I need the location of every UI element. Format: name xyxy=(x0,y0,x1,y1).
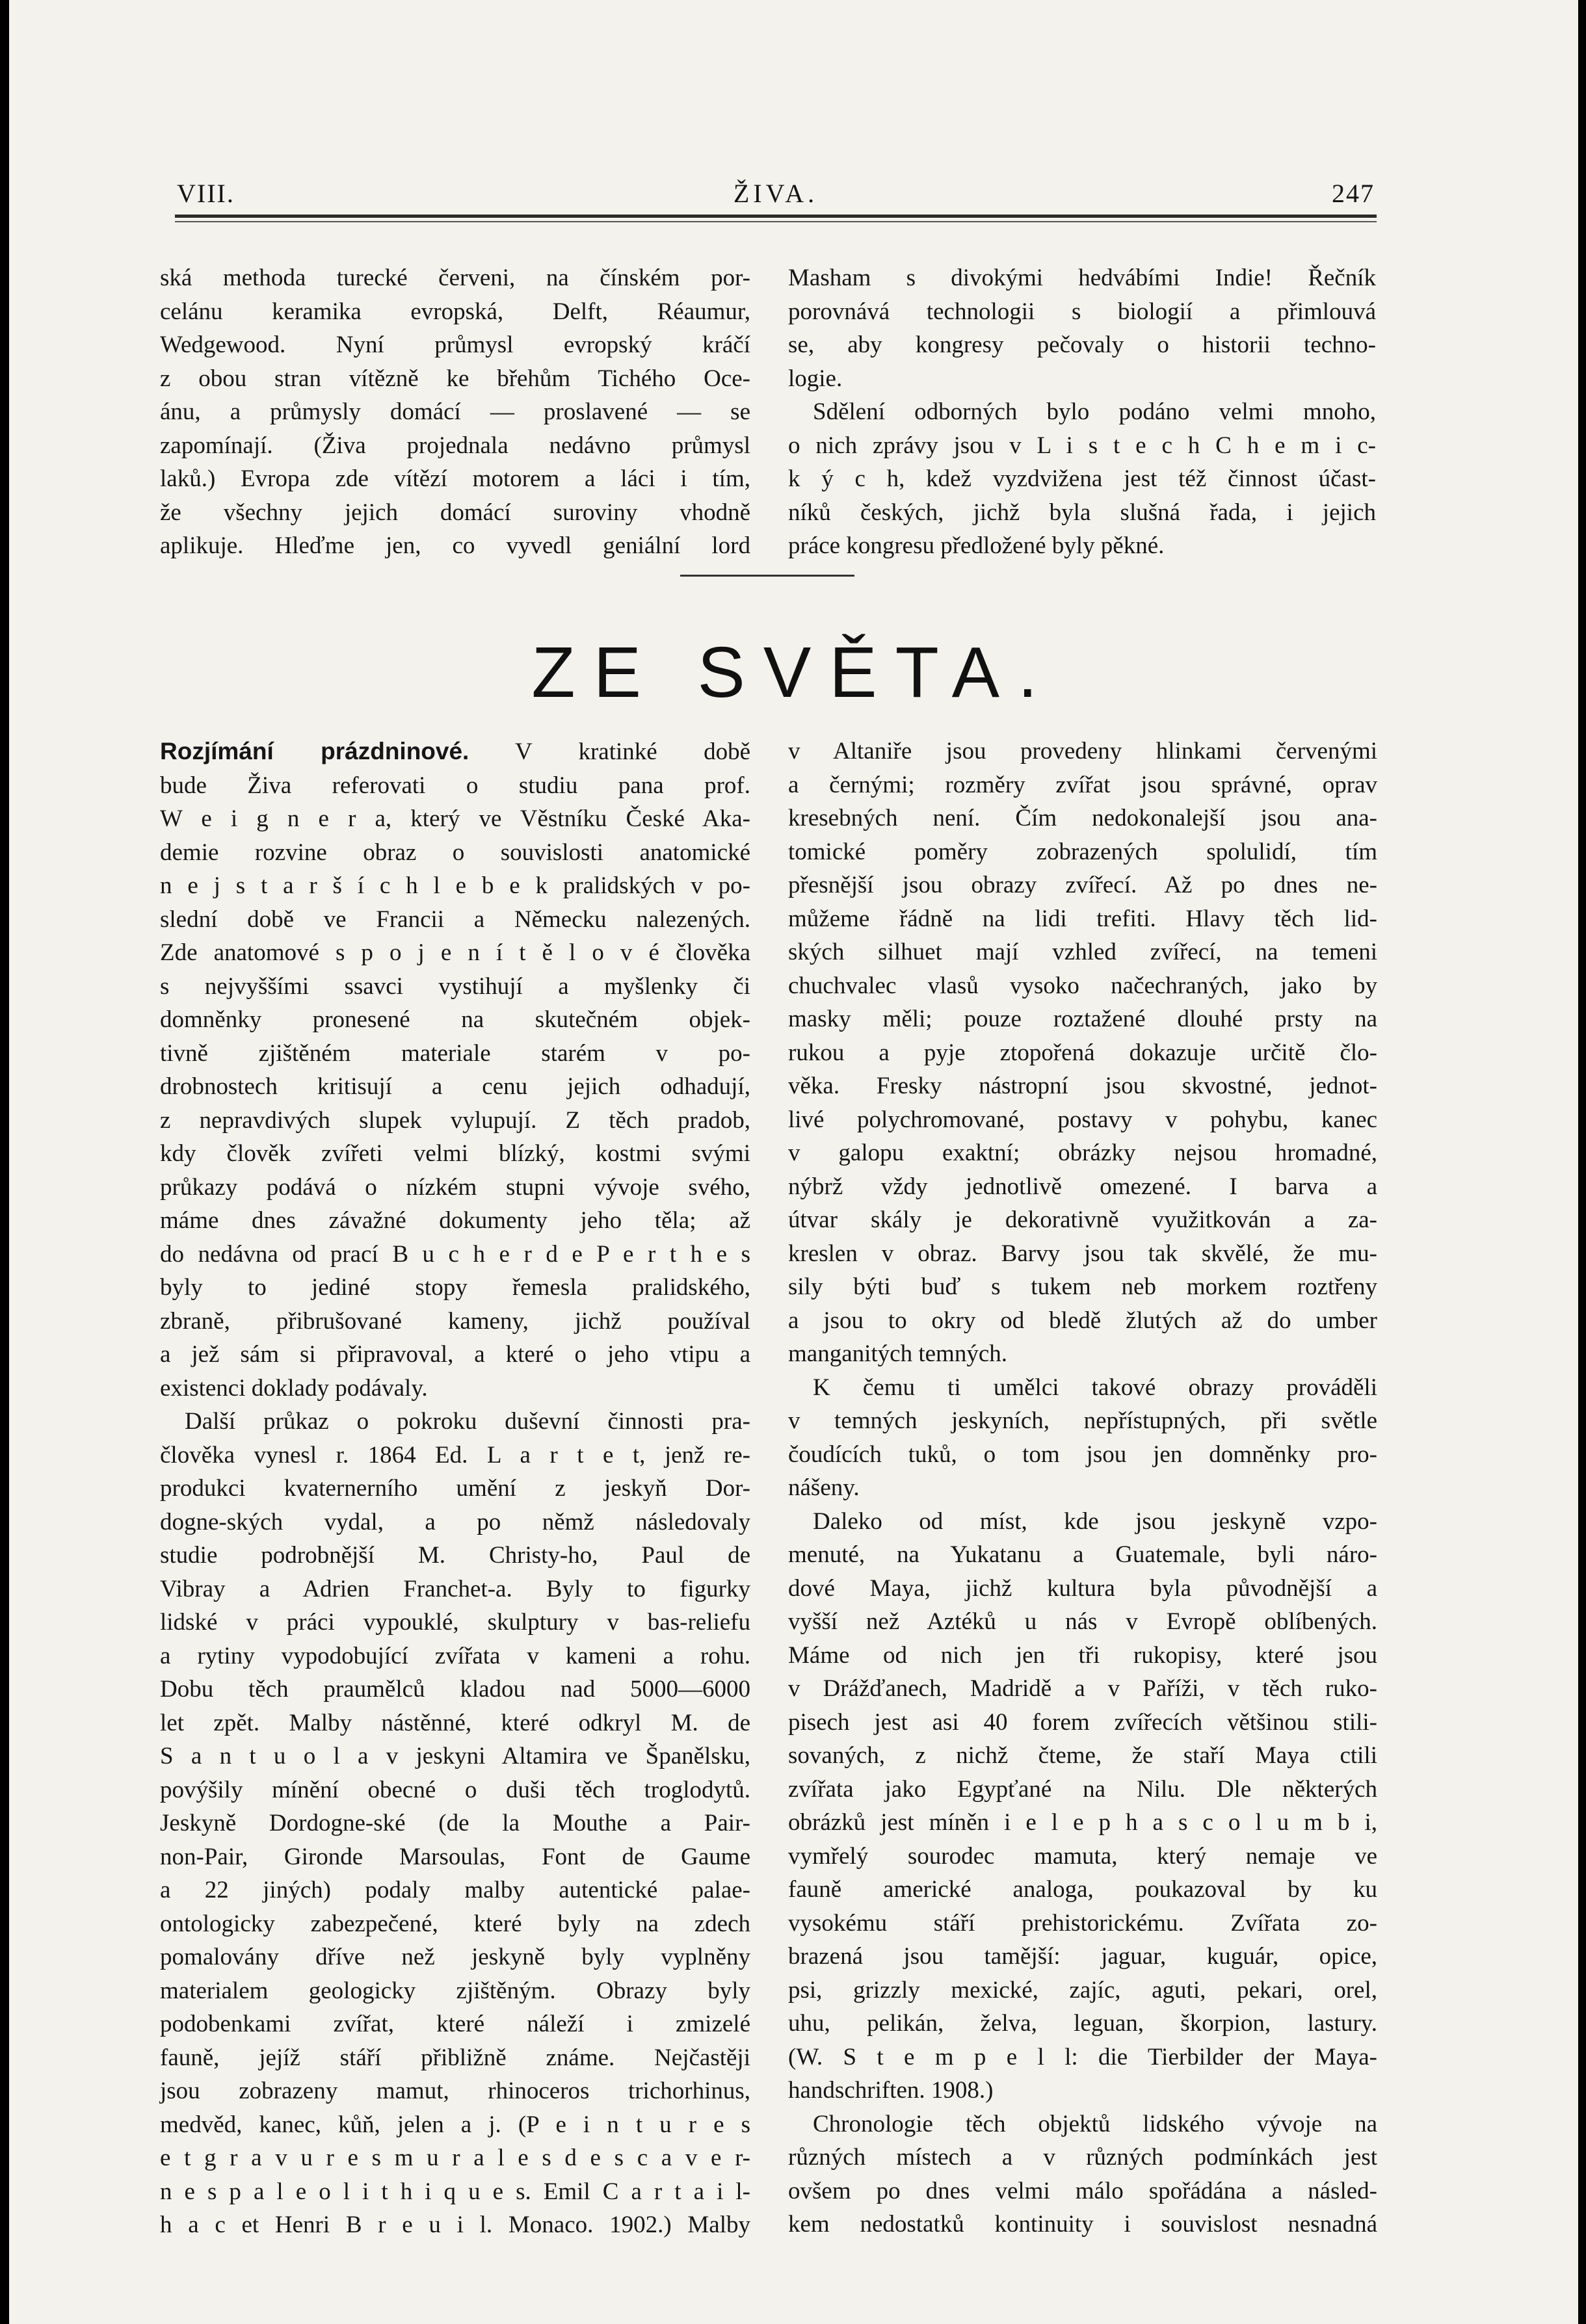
page-number: 247 xyxy=(1332,179,1375,208)
text-line: let zpět. Malby nástěnné, které odkryl M. de xyxy=(160,1709,750,1736)
text-line: medvěd, kanec, kůň, jelen a j. (P e i n t u r e s xyxy=(160,2111,750,2138)
text-line: kreslen v obraz. Barvy jsou tak skvělé, že mu- xyxy=(788,1240,1377,1267)
text-line: S a n t u o l a v jeskyni Altamira ve Španělsku, xyxy=(160,1743,750,1769)
text-line: nášeny. xyxy=(788,1474,860,1501)
text-line: K čemu ti umělci takové obrazy prováděli xyxy=(813,1374,1377,1401)
text-line: livé polychromované, postavy v pohybu, kanec xyxy=(788,1106,1377,1133)
text-line: se, aby kongresy pečovaly o historii techno- xyxy=(788,332,1376,358)
text-line: uhu, pelikán, želva, leguan, škorpion, lastury. xyxy=(788,2010,1377,2037)
volume-number: VIII. xyxy=(177,179,235,208)
text-line: sovaných, z nichž čteme, že staří Maya ctili xyxy=(788,1742,1377,1769)
text-line: Masham s divokými hedvábími Indie! Řečník xyxy=(788,265,1376,291)
text-line: zbraně, přibrušované kameny, jichž používal xyxy=(160,1307,750,1335)
section-divider xyxy=(680,575,854,577)
text-line: dogne-ských vydal, a po němž následovaly xyxy=(160,1508,750,1535)
text-line: tomické poměry zobrazených spolulidí, tím xyxy=(788,838,1377,865)
text-line: kresebných není. Čím nedokonalejší jsou ana- xyxy=(788,805,1377,831)
text-line: obrázků jest míněn i e l e p h a s c o l u m b i, xyxy=(788,1809,1377,1836)
text-line: n e j s t a r š í c h l e b e k pralidských v po- xyxy=(160,872,750,899)
text-line: ovšem po dnes velmi málo spořádána a násled- xyxy=(788,2177,1377,2204)
text-line: ská methoda turecké červeni, na čínském por- xyxy=(160,265,750,291)
journal-page xyxy=(9,0,1578,2324)
text-line: s nejvyššími ssavci vystihují a myšlenky či xyxy=(160,973,750,1000)
text-line: Daleko od míst, kde jsou jeskyně vzpo- xyxy=(813,1508,1377,1535)
text-line: existenci doklady podávaly. xyxy=(160,1374,428,1402)
text-line: psi, grizzly mexické, zajíc, aguti, pekari, orel, xyxy=(788,1976,1377,2004)
text-line: povýšily mínění obecné o duši těch troglodytů. xyxy=(160,1776,750,1803)
text-line: sily býti buď s tukem neb morkem roztřeny xyxy=(788,1273,1377,1300)
text-line: věka. Fresky nástropní jsou skvostné, jednot- xyxy=(788,1073,1377,1099)
section-title: ZE SVĚTA. xyxy=(531,633,1056,712)
text-line: jsou zobrazeny mamut, rhinoceros trichorhinus, xyxy=(160,2078,750,2104)
text-line: práce kongresu předložené byly pěkné. xyxy=(788,532,1165,559)
text-line: z obou stran vítězně ke břehům Tichého Oce- xyxy=(160,365,750,392)
text-line: a jež sám si připravoval, a které o jeho vtipu a xyxy=(160,1341,750,1368)
text-line: brazená jsou tamější: jaguar, kuguár, opice, xyxy=(788,1943,1377,1970)
text-line: čoudících tuků, o tom jsou jen domněnky pro- xyxy=(788,1441,1377,1468)
text-line: manganitých temných. xyxy=(788,1340,1008,1367)
text-line: Zde anatomové s p o j e n í t ě l o v é člověka xyxy=(160,939,750,966)
text-line: aplikuje. Hleďme jen, co vyvedl geniální lord xyxy=(160,532,750,559)
text-line: že všechny jejich domácí suroviny vhodně xyxy=(160,499,750,526)
text-line: W e i g n e r a, který ve Věstníku České Aka- xyxy=(160,805,750,832)
text-line: Další průkaz o pokroku duševní činnosti pra- xyxy=(185,1408,750,1435)
text-line: handschriften. 1908.) xyxy=(788,2077,994,2104)
text-fragment: V kratinké době xyxy=(469,738,750,765)
text-line: rukou a pyje ztopořená dokazuje určitě člo- xyxy=(788,1039,1377,1066)
text-line: Sdělení odborných bylo podáno velmi mnoho, xyxy=(813,398,1376,425)
text-line: a jsou to okry od bledě žlutých až do umber xyxy=(788,1307,1377,1334)
text-line: demie rozvine obraz o souvislosti anatomické xyxy=(160,839,750,866)
text-line: dové Maya, jichž kultura byla původnější a xyxy=(788,1574,1377,1602)
text-line: h a c et Henri B r e u i l. Monaco. 1902.) Malby xyxy=(160,2212,750,2238)
text-line: a černými; rozměry zvířat jsou správné, oprav xyxy=(788,771,1377,798)
text-line: můžeme řádně na lidi trefiti. Hlavy těch lid- xyxy=(788,905,1377,932)
text-line: zvířata jako Egypťané na Nilu. Dle některých xyxy=(788,1775,1377,1803)
text-line: non-Pair, Gironde Marsoulas, Font de Gaume xyxy=(160,1843,750,1870)
text-line: Jeskyně Dordogne-ské (de la Mouthe a Pair- xyxy=(160,1810,750,1836)
text-line: bude Živa referovati o studiu pana prof. xyxy=(160,772,750,799)
text-line: ontologicky zabezpečené, které byly na zdech xyxy=(160,1910,750,1937)
text-line: různých místech a v různých podmínkách jest xyxy=(788,2144,1377,2171)
text-line: vymřelý sourodec mamuta, který nemaje ve xyxy=(788,1842,1377,1870)
text-line: ánu, a průmysly domácí — proslavené — se xyxy=(160,398,750,425)
text-line: n e s p a l e o l i t h i q u e s. Emil C a r t a i l- xyxy=(160,2178,750,2205)
text-line: v galopu exaktní; obrázky nejsou hromadné, xyxy=(788,1140,1377,1166)
text-line xyxy=(160,735,750,769)
text-line: průkazy podává o nízkém stupni vývoje svého, xyxy=(160,1173,750,1201)
text-line: byly to jediné stopy řemesla pralidského, xyxy=(160,1274,750,1301)
text-line: e t g r a v u r e s m u r a l e s d e s c a v e r- xyxy=(160,2145,750,2171)
text-line: kdy člověk zvířeti velmi blízký, kostmi svými xyxy=(160,1140,750,1167)
text-line: v temných jeskyních, nepřístupných, při světle xyxy=(788,1407,1377,1434)
text-line: o nich zprávy jsou v L i s t e c h C h e m i c- xyxy=(788,432,1376,459)
text-line: (W. S t e m p e l l: die Tierbilder der Maya- xyxy=(788,2043,1377,2070)
continuation-left-column xyxy=(160,261,750,563)
text-line: fauně americké analoga, poukazoval by ku xyxy=(788,1876,1377,1903)
article-right-column xyxy=(788,735,1377,2241)
text-line: vysokému stáří prehistorickému. Zvířata zo- xyxy=(788,1909,1377,1937)
text-line: Máme od nich jen tři rukopisy, které jsou xyxy=(788,1641,1377,1669)
text-line: podobenkami zvířat, které náleží i zmizelé xyxy=(160,2011,750,2037)
text-line: kem nedostatků kontinuity i souvislost nesnadná xyxy=(788,2211,1377,2238)
continuation-right-column xyxy=(788,261,1376,563)
journal-title: ŽIVA. xyxy=(733,179,819,208)
text-line: pisech jest asi 40 forem zvířecích většinou stili- xyxy=(788,1708,1377,1736)
header-rule-thick xyxy=(175,215,1377,218)
text-line: materialem geologicky zjištěným. Obrazy byly xyxy=(160,1977,750,2004)
text-line: Vibray a Adrien Franchet-a. Byly to figurky xyxy=(160,1575,750,1602)
text-line: a 22 jiných) podaly malby autentické palae- xyxy=(160,1877,750,1903)
text-line: vyšší než Aztéků u nás v Evropě oblíbených. xyxy=(788,1608,1377,1635)
text-line: ských silhuet mají vzhled zvířecí, na temeni xyxy=(788,939,1377,965)
text-line: k ý c h, kdež vyzdvižena jest též činnost účast- xyxy=(788,465,1376,492)
text-line: a rytiny vypodobující zvířata v kameni a rohu. xyxy=(160,1642,750,1669)
text-line: pomalovány dříve než jeskyně byly vyplněny xyxy=(160,1944,750,1970)
article-lead-title: Rozjímání prázdninové. xyxy=(160,738,469,764)
text-line: Wedgewood. Nyní průmysl evropský kráčí xyxy=(160,332,750,358)
text-line: zapomínají. (Živa projednala nedávno průmysl xyxy=(160,432,750,459)
text-line: studie podrobnější M. Christy-ho, Paul de xyxy=(160,1542,750,1569)
text-line: porovnává technologii s biologií a přimlouvá xyxy=(788,298,1376,325)
text-line: logie. xyxy=(788,365,843,392)
text-line: z nepravdivých slupek vylupují. Z těch pradob, xyxy=(160,1106,750,1134)
text-line: přesnější jsou obrazy zvířecí. Až po dnes ne- xyxy=(788,872,1377,898)
text-line: produkci kvaternerního umění z jeskyň Dor- xyxy=(160,1475,750,1502)
running-header xyxy=(177,178,1375,207)
text-line: masky měli; pouze roztažené dlouhé prsty na xyxy=(788,1006,1377,1032)
text-line: lidské v práci vypouklé, skulptury v bas-reliefu xyxy=(160,1609,750,1636)
text-line: níků českých, jichž byla slušná řada, i jejich xyxy=(788,499,1376,526)
text-line: menuté, na Yukatanu a Guatemale, byli náro- xyxy=(788,1541,1377,1568)
text-line: máme dnes závažné dokumenty jeho těla; až xyxy=(160,1207,750,1234)
text-line: nýbrž vždy jednotlivě omezené. I barva a xyxy=(788,1173,1377,1200)
text-line: Chronologie těch objektů lidského vývoje na xyxy=(813,2110,1377,2137)
text-line: celánu keramika evropská, Delft, Réaumur, xyxy=(160,298,750,325)
text-line: útvar skály je dekorativně využitkován a za- xyxy=(788,1207,1377,1233)
text-line: drobnostech kritisují a cenu jejich odhadují, xyxy=(160,1073,750,1100)
text-line: člověka vynesl r. 1864 Ed. L a r t e t, jenž re- xyxy=(160,1441,750,1469)
text-line: chuchvalec vlasů vysoko načechraných, jako by xyxy=(788,972,1377,999)
text-line: do nedávna od prací B u c h e r d e P e r t h e s xyxy=(160,1240,750,1268)
text-line: slední době ve Francii a Německu nalezených. xyxy=(160,906,750,933)
text-line: domněnky pronesené na skutečném objek- xyxy=(160,1006,750,1033)
text-line: v Drážďanech, Madridě a v Paříži, v těch ruko- xyxy=(788,1675,1377,1702)
text-line: tivně zjištěném materiale starém v po- xyxy=(160,1039,750,1067)
text-line: fauně, jejíž stáří přibližně známe. Nejčastěji xyxy=(160,2044,750,2071)
article-left-column xyxy=(160,735,750,2242)
header-rule-thin xyxy=(175,221,1377,222)
text-line: Dobu těch praumělců kladou nad 5000—6000 xyxy=(160,1676,750,1703)
text-line: laků.) Evropa zde vítězí motorem a láci i tím, xyxy=(160,465,750,492)
text-line: v Altaniře jsou provedeny hlinkami červenými xyxy=(788,738,1377,764)
